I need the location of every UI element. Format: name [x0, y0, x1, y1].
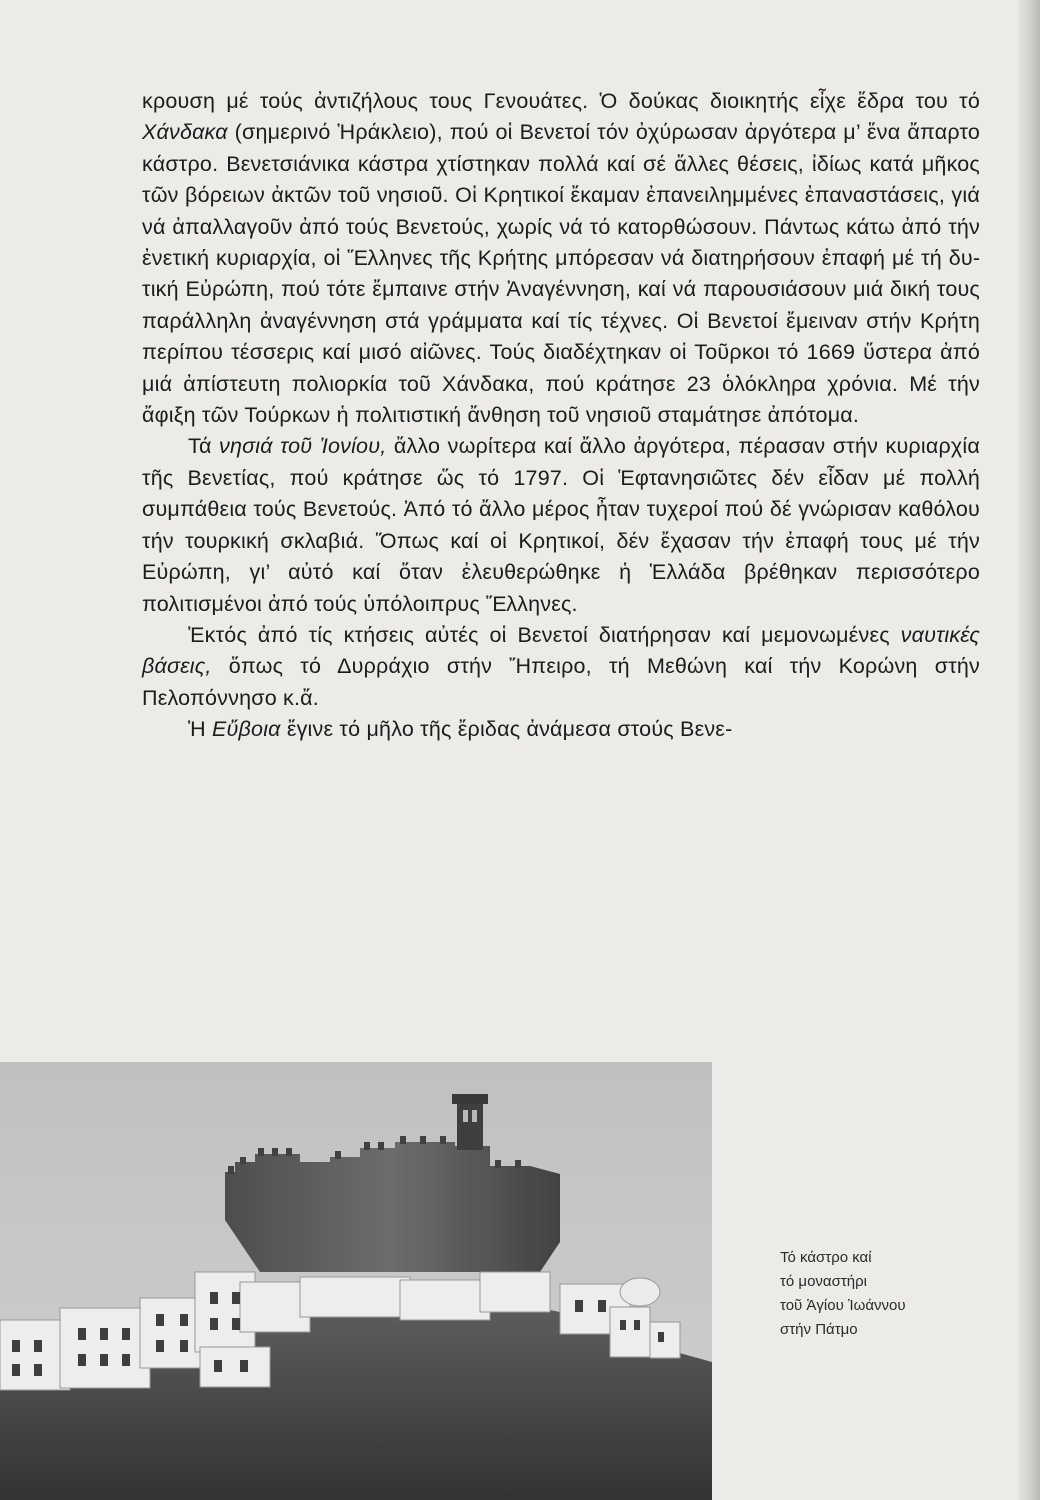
- photo-caption: [780, 1246, 1010, 1342]
- paragraph: [142, 431, 980, 619]
- paragraph: [142, 714, 980, 745]
- text-run: Ἡ: [188, 717, 212, 742]
- paragraph: [142, 620, 980, 714]
- italic-term: ναυτικές βάσεις,: [142, 622, 980, 679]
- monastery-photo: [0, 1062, 712, 1500]
- caption-line: τό μοναστήρι: [780, 1273, 867, 1290]
- text-run: ἄλλο νωρίτερα καί ἄλλο ἀργότερα, πέρασαν στήν κυριαρχία τῆς Βενετίας, πού κράτησε ὥς τό 1797. Οἱ Ἑφτανησιῶτες δέν εἶδαν μέ πολλή συμπάθεια τούς Βενετούς. Ἀπό τό ἄλλο μέρος ἦταν τυχεροί πού δέ γνώρισαν καθόλου τήν τουρκική σκλαβιά. Ὅπως καί οἱ Κρητικοί, δέν ἔχασαν τήν ἐπαφή τους μέ τήν Εὐρώπη, γι’ αὐτό καί ὅταν ἐλευθερώθηκε ἡ Ἑλλάδα βρέθηκαν περισσότερο πολιτισμένοι ἀπό τούς ὑπόλοιπρυς Ἕλληνες.: [142, 434, 980, 616]
- text-run: κρουση μέ τούς ἀντιζήλους τους Γενουάτες. Ὁ δούκας διοικητής εἶχε ἕδρα του τό: [142, 89, 980, 113]
- caption-line: Τό κάστρο καί: [780, 1249, 872, 1266]
- text-run: ὅπως τό Δυρράχιο στήν Ἤπειρο, τή Μεθώνη καί τήν Κορώνη στήν Πελοπόννησο κ.ἄ.: [142, 654, 980, 710]
- text-run: Ἐκτός ἀπό τίς κτήσεις αὐτές οἱ Βενετοί διατήρησαν καί μεμονωμένες: [188, 622, 901, 647]
- text-run: ἔγινε τό μῆλο τῆς ἔριδας ἀνάμεσα στούς Βενε-: [280, 717, 733, 742]
- text-run: (σημερινό Ἡράκλειο), πού οἱ Βενετοί τόν ὀχύρωσαν ἀργότερα μ’ ἕνα ἄπαρτο κάστρο. Βενετσιάνικα κάστρα χτίστηκαν πολλά καί σέ ἄλλες θέσεις, ἰδίως κατά μῆκος τῶν βόρειων ἀκτῶν τοῦ νησιοῦ. Οἱ Κρητικοί ἔκαμαν ἐπανειλημμένες ἐπαναστάσεις, γιά νά ἀπαλλαγοῦν ἀπό τούς Βενετούς, χωρίς νά τό κατορθώσουν. Πάντως κάτω ἀπό τήν ἐνετική κυριαρχία, οἱ Ἕλληνες τῆς Κρήτης μπόρεσαν νά διατηρήσουν ἐπαφή μέ τή δυτική Εὐρώπη, πού τότε ἔμπαινε στήν Ἀναγέννηση, καί νά παρουσιάσουν μιά δική τους παράλληλη ἀναγέννηση στά γράμματα καί τίς τέχνες. Οἱ Βενετοί ἔμειναν στήν Κρήτη περίπου τέσσερις καί μισό αἰῶνες. Τούς διαδέχτηκαν οἱ Τοῦρκοι τό 1669 ὕστερα ἀπό μιά ἀπίστευτη πολιορκία τοῦ Χάνδακα, πού κράτησε 23 ὁλόκληρα χρόνια. Μέ τήν ἄφιξη τῶν Τούρκων ἡ πολιτιστική ἄνθηση τοῦ νησιοῦ σταμάτησε ἀπότομα.: [142, 120, 980, 428]
- italic-term: Χάνδακα: [142, 120, 228, 145]
- page-edge-shadow: [1018, 0, 1040, 1500]
- paragraph: [142, 86, 980, 431]
- italic-term: νησιά τοῦ Ἰονίου,: [219, 434, 387, 459]
- body-text: [142, 86, 980, 746]
- italic-term: Εὔβοια: [212, 717, 281, 742]
- caption-line: τοῦ Ἁγίου Ἰωάννου: [780, 1297, 906, 1314]
- caption-line: στήν Πάτμο: [780, 1321, 858, 1338]
- text-run: Τά: [188, 434, 220, 459]
